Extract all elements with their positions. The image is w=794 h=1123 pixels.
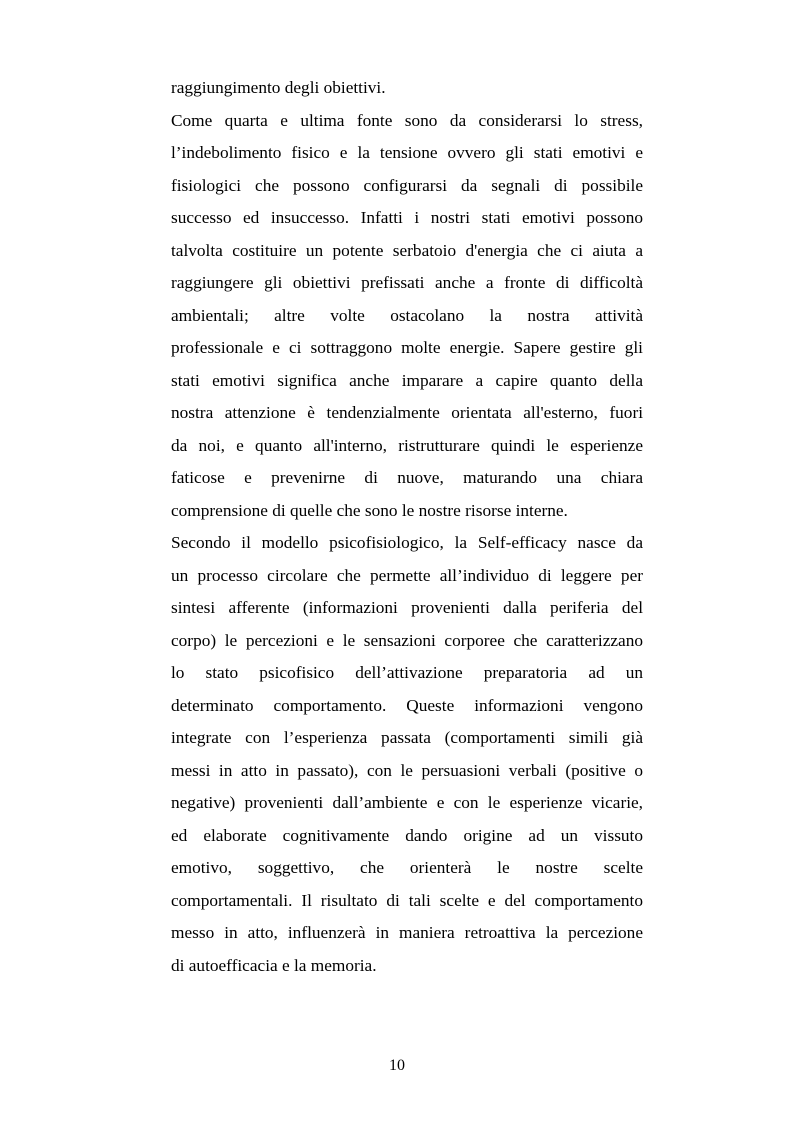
- text-line: sintesi afferente (informazioni provenienti dalla periferia del: [171, 598, 643, 617]
- paragraph-1: [171, 72, 643, 105]
- text-line: un processo circolare che permette all’individuo di leggere per: [171, 565, 643, 585]
- text-line: raggiungere gli obiettivi prefissati anche a fronte di difficoltà: [171, 273, 643, 292]
- text-line: raggiungimento degli obiettivi.: [171, 78, 386, 97]
- text-line: lo stato psicofisico dell’attivazione preparatoria ad un: [171, 663, 643, 682]
- text-line: ed elaborate cognitivamente dando origine ad un vissuto: [171, 825, 643, 845]
- text-line: comprensione di quelle che sono le nostre risorse interne.: [171, 500, 568, 520]
- text-line: Come quarta e ultima fonte sono da considerarsi lo stress,: [171, 110, 643, 130]
- text-line: nostra attenzione è tendenzialmente orientata all'esterno, fuori: [171, 403, 643, 422]
- page-number: 10: [389, 1057, 405, 1074]
- text-line: professionale e ci sottraggono molte energie. Sapere gestire gli: [171, 338, 643, 357]
- text-line: stati emotivi significa anche imparare a capire quanto della: [171, 370, 643, 390]
- text-line: comportamentali. Il risultato di tali scelte e del comportamento: [171, 890, 643, 910]
- text-line: messo in atto, influenzerà in maniera retroattiva la percezione: [171, 923, 643, 942]
- text-line: da noi, e quanto all'interno, ristrutturare quindi le esperienze: [171, 435, 643, 455]
- paragraph-3: [171, 527, 643, 982]
- text-line: l’indebolimento fisico e la tensione ovvero gli stati emotivi e: [171, 143, 643, 162]
- text-line: ambientali; altre volte ostacolano la nostra attività: [171, 305, 643, 325]
- text-line: successo ed insuccesso. Infatti i nostri stati emotivi possono: [171, 208, 643, 227]
- text-line: negative) provenienti dall’ambiente e con le esperienze vicarie,: [171, 793, 643, 812]
- text-line: Secondo il modello psicofisiologico, la Self-efficacy nasce da: [171, 533, 643, 552]
- text-line: integrate con l’esperienza passata (comportamenti simili già: [171, 728, 643, 747]
- text-line: faticose e prevenirne di nuove, maturando una chiara: [171, 468, 643, 487]
- text-line: fisiologici che possono configurarsi da segnali di possibile: [171, 175, 643, 195]
- paragraph-2: [171, 105, 643, 528]
- text-line: emotivo, soggettivo, che orienterà le nostre scelte: [171, 858, 643, 877]
- text-line: di autoefficacia e la memoria.: [171, 955, 377, 975]
- text-line: corpo) le percezioni e le sensazioni corporee che caratterizzano: [171, 630, 643, 650]
- text-line: messi in atto in passato), con le persuasioni verbali (positive o: [171, 760, 643, 780]
- page-body: [171, 72, 643, 982]
- text-line: determinato comportamento. Queste informazioni vengono: [171, 695, 643, 715]
- text-line: talvolta costituire un potente serbatoio d'energia che ci aiuta a: [171, 240, 643, 260]
